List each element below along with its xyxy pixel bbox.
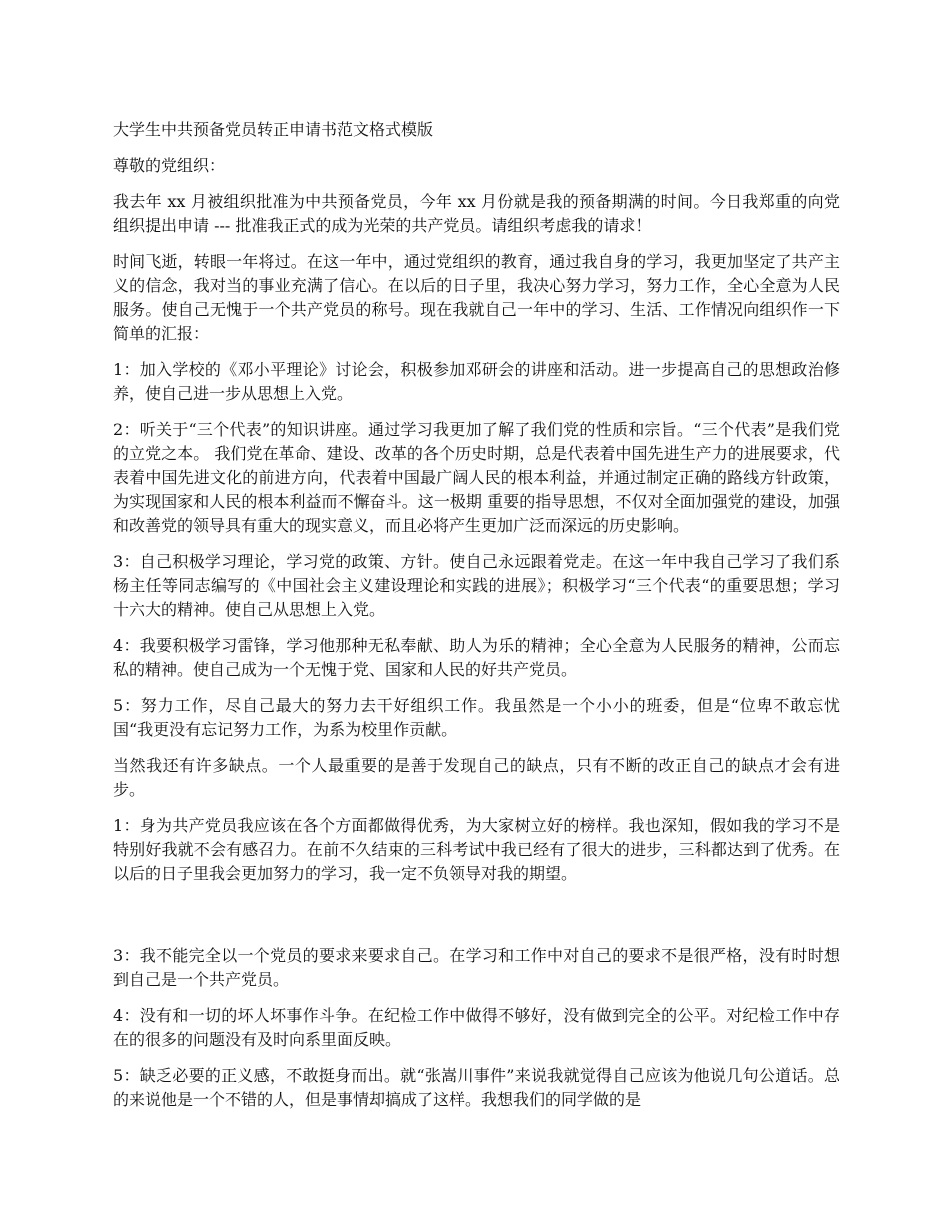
paragraph: 2：听关于“三个代表”的知识讲座。通过学习我更加了解了我们党的性质和宗旨。“三个代表”是我们党的立党之本。 我们党在革命、建设、改革的各个历史时期，总是代表着中国先进生产力的进展要求，代表着中国先进文化的前进方向，代表着中国最广阔人民的根本利益，并通过制定正确的路线方针政策，为实现国家和人民的根本利益而不懈奋斗。这一极期 重要的指导思想，不仅对全面加强党的建设，加强和改善党的领导具有重大的现实意义，而且必将产生更加广泛而深远的历史影响。 — [113, 420, 840, 535]
paragraph: 5：努力工作，尽自己最大的努力去干好组织工作。我虽然是一个小小的班委，但是“位卑不敢忘忧国“我更没有忘记努力工作，为系为校里作贡献。 — [113, 696, 840, 739]
paragraph: 时间飞逝，转眼一年将过。在这一年中，通过党组织的教育，通过我自身的学习，我更加坚定了共产主义的信念，我对当的事业充满了信心。在以后的日子里，我决心努力学习，努力工作，全心全意为人民服务。使自己无愧于一个共产党员的称号。现在我就自己一年中的学习、生活、工作情况向组织作一下简单的汇报： — [113, 252, 840, 343]
paragraph: 3：自己积极学习理论，学习党的政策、方针。使自己永远跟着党走。在这一年中我自己学习了我们系杨主任等同志编写的《中国社会主义建设理论和实践的进展》；积极学习“三个代表“的重要思想；学习十六大的精神。使自己从思想上入党。 — [113, 552, 840, 619]
paragraph: 当然我还有许多缺点。一个人最重要的是善于发现自己的缺点，只有不断的改正自己的缺点才会有进步。 — [113, 756, 840, 799]
paragraph: 3：我不能完全以一个党员的要求来要求自己。在学习和工作中对自己的要求不是很严格，没有时时想到自己是一个共产党员。 — [113, 946, 840, 989]
paragraph: 我去年 xx 月被组织批准为中共预备党员，今年 xx 月份就是我的预备期满的时间。今日我郑重的向党组织提出申请 --- 批准我正式的成为光荣的共产党员。请组织考虑我的请求！ — [113, 192, 840, 235]
paragraph: 5：缺乏必要的正义感，不敢挺身而出。就“张嵩川事件”来说我就觉得自己应该为他说几句公道话。总的来说他是一个不错的人，但是事情却搞成了这样。我想我们的同学做的是 — [113, 1066, 840, 1109]
document-title: 大学生中共预备党员转正申请书范文格式模版 — [113, 120, 434, 139]
paragraph: 4：没有和一切的坏人坏事作斗争。在纪检工作中做得不够好，没有做到完全的公平。对纪检工作中存在的很多的问题没有及时向系里面反映。 — [113, 1006, 840, 1049]
salutation: 尊敬的党组织： — [113, 156, 226, 175]
paragraph: 4：我要积极学习雷锋，学习他那种无私奉献、助人为乐的精神；全心全意为人民服务的精神，公而忘私的精神。使自己成为一个无愧于党、国家和人民的好共产党员。 — [113, 636, 840, 679]
paragraph: 1：身为共产党员我应该在各个方面都做得优秀，为大家树立好的榜样。我也深知，假如我的学习不是特别好我就不会有感召力。在前不久结束的三科考试中我已经有了很大的进步，三科都达到了优秀。在以后的日子里我会更加努力的学习，我一定不负领导对我的期望。 — [113, 816, 840, 883]
paragraph: 1：加入学校的《邓小平理论》讨论会，积极参加邓研会的讲座和活动。进一步提高自己的思想政治修养，使自己进一步从思想上入党。 — [113, 360, 840, 403]
document-page — [113, 118, 840, 1124]
blank-gap — [113, 898, 840, 944]
